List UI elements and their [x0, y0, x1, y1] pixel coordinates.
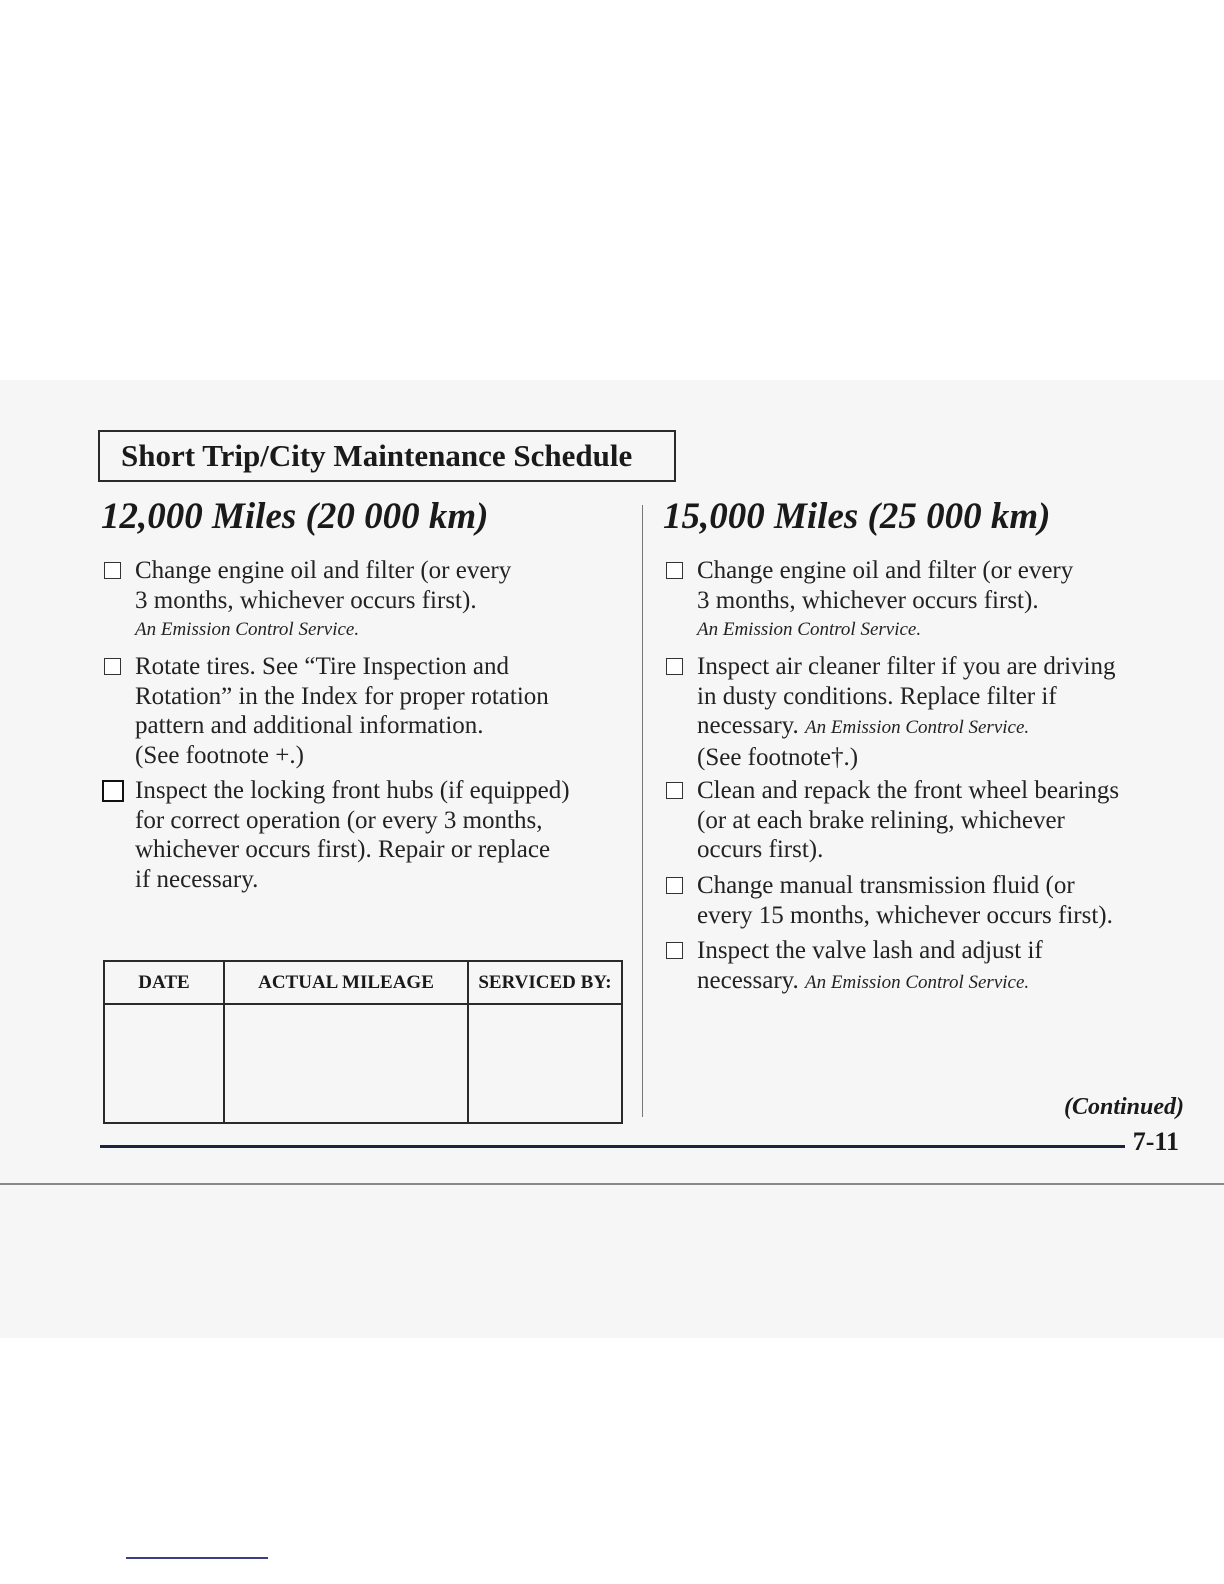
item-line: Rotation” in the Index for proper rotation	[135, 682, 549, 710]
emission-note: An Emission Control Service.	[697, 619, 922, 640]
service-record-table	[103, 960, 623, 1124]
right-item-oil-change	[697, 556, 1073, 645]
item-line: Change engine oil and filter (or every	[135, 557, 512, 584]
date-cell[interactable]	[104, 1004, 224, 1123]
item-line	[697, 966, 1043, 998]
checkbox-icon[interactable]	[666, 782, 683, 799]
item-line: Change manual transmission fluid (or	[697, 872, 1075, 899]
item-line: 3 months, whichever occurs first).	[697, 586, 1039, 614]
item-line	[697, 711, 1116, 743]
table-row	[104, 1004, 622, 1123]
emission-note: An Emission Control Service.	[135, 619, 360, 640]
item-line: occurs first).	[697, 836, 824, 863]
footer-rule	[100, 1145, 1125, 1148]
checkbox-icon[interactable]	[102, 780, 124, 802]
item-line: whichever occurs first). Repair or replace	[135, 836, 551, 863]
column-divider	[642, 505, 643, 1117]
item-line: (See footnote†.)	[697, 743, 859, 771]
left-item-oil-change	[135, 556, 511, 645]
item-line: Inspect the locking front hubs (if equipped)	[135, 777, 570, 804]
table-header-serviced-by: SERVICED BY:	[468, 961, 622, 1004]
item-line: if necessary.	[135, 865, 259, 893]
page-number: 7-11	[1132, 1127, 1179, 1156]
item-line: (See footnote +.)	[135, 741, 304, 769]
left-item-rotate-tires	[135, 652, 549, 770]
checkbox-icon[interactable]	[104, 658, 121, 675]
item-line: (or at each brake relining, whichever	[697, 806, 1065, 834]
table-header-date: DATE	[104, 961, 224, 1004]
right-item-wheel-bearings	[697, 776, 1119, 865]
item-line: Inspect air cleaner filter if you are driving	[697, 653, 1116, 680]
checkbox-icon[interactable]	[666, 877, 683, 894]
emission-note: An Emission Control Service.	[805, 717, 1030, 738]
checkbox-icon[interactable]	[666, 942, 683, 959]
checkbox-icon[interactable]	[666, 658, 683, 675]
item-line: 3 months, whichever occurs first).	[135, 586, 477, 614]
table-header-actual-mileage: ACTUAL MILEAGE	[224, 961, 468, 1004]
item-line-text: necessary.	[697, 966, 799, 994]
emission-note: An Emission Control Service.	[805, 971, 1030, 993]
checkbox-icon[interactable]	[104, 562, 121, 579]
margin-mark	[126, 1557, 268, 1559]
left-column-heading: 12,000 Miles (20 000 km)	[101, 496, 489, 537]
item-line: Clean and repack the front wheel bearings	[697, 777, 1120, 804]
item-line-text: necessary.	[697, 712, 799, 739]
serviced-by-cell[interactable]	[468, 1004, 622, 1123]
right-item-valve-lash	[697, 936, 1043, 997]
section-title: Short Trip/City Maintenance Schedule	[121, 438, 633, 473]
right-column-heading: 15,000 Miles (25 000 km)	[663, 496, 1051, 537]
section-title-box	[98, 430, 676, 482]
scan-band-edge	[0, 1183, 1224, 1185]
item-line: pattern and additional information.	[135, 712, 484, 739]
item-line: Inspect the valve lash and adjust if	[697, 937, 1043, 964]
item-line: Rotate tires. See “Tire Inspection and	[135, 653, 509, 680]
item-line: Change engine oil and filter (or every	[697, 557, 1074, 584]
checkbox-icon[interactable]	[666, 562, 683, 579]
left-item-locking-hubs	[135, 776, 570, 894]
item-line: for correct operation (or every 3 months,	[135, 806, 543, 834]
item-line: every 15 months, whichever occurs first).	[697, 901, 1113, 929]
right-item-air-cleaner	[697, 652, 1116, 772]
right-item-transmission-fluid	[697, 871, 1113, 930]
actual-mileage-cell[interactable]	[224, 1004, 468, 1123]
continued-label: (Continued)	[1063, 1094, 1184, 1120]
item-line: in dusty conditions. Replace filter if	[697, 682, 1057, 710]
